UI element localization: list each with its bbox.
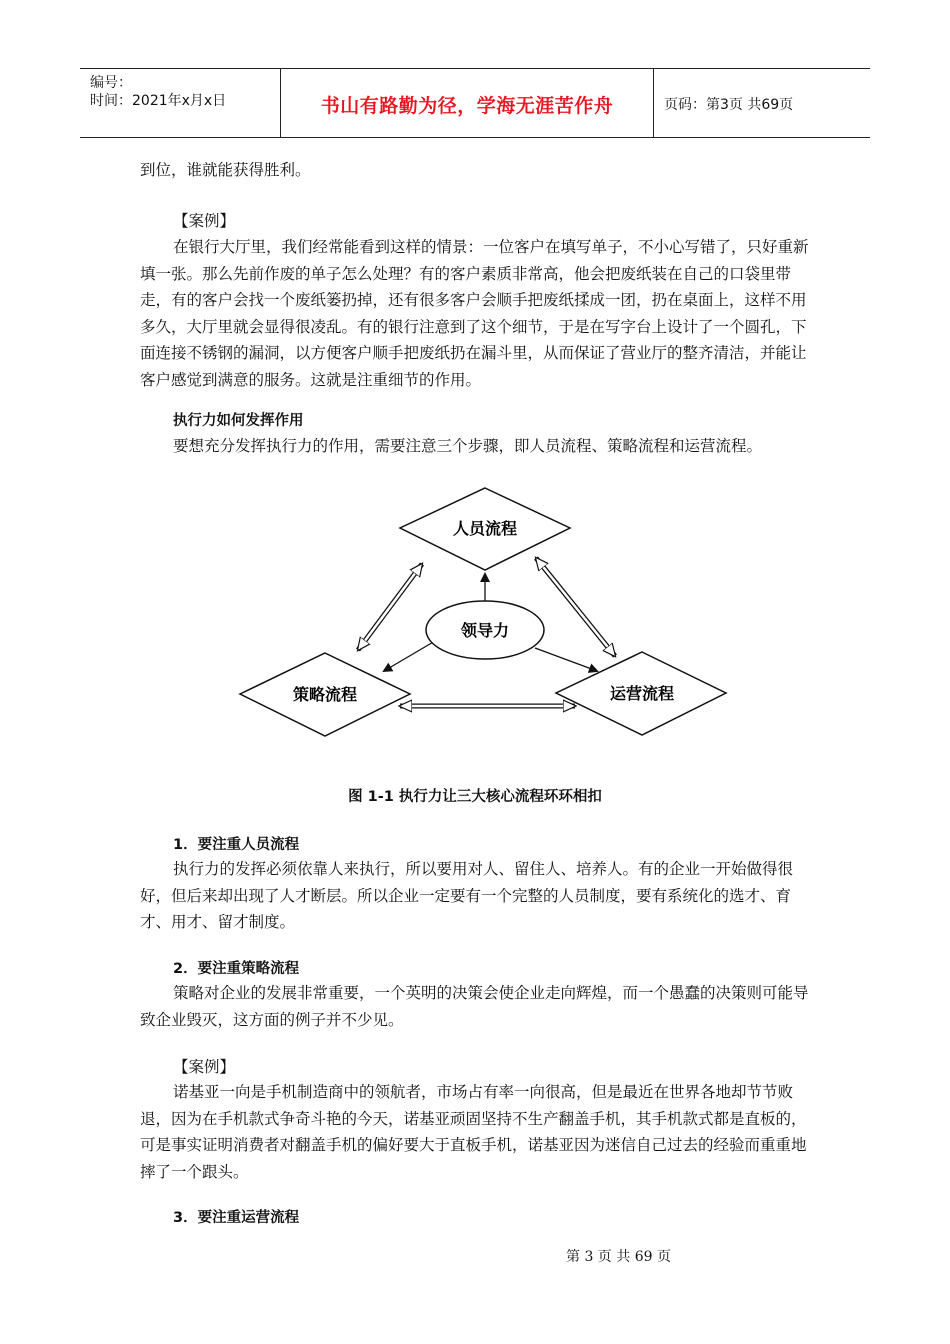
heading-people: 1．要注重人员流程 (173, 837, 300, 853)
case-title: 【案例】 (173, 212, 236, 230)
page-header (80, 68, 870, 138)
node-leadership-label: 领导力 (460, 621, 510, 640)
arrow-center-right (535, 648, 597, 671)
paragraph-people: 执行力的发挥必须依靠人来执行，所以要用对人、留住人、培养人。有的企业一开始做得很好，但后来却出现了人才断层。所以企业一定要有一个完整的人员制度，要有系统化的选才、育才、用才、留才制度。 (140, 860, 794, 931)
case-paragraph: 在银行大厅里，我们经常能看到这样的情景：一位客户在填写单子，不小心写错了，只好重新填一张。那么先前作废的单子怎么处理？有的客户素质非常高，他会把废纸装在自己的口袋里带走，有的客户会找一个废纸篓扔掉，还有很多客户会顺手把废纸揉成一团，扔在桌面上，这样不用多久，大厅里就会显得很凌乱。有的银行注意到了这个细节，于是在写字台上设计了一个圆孔，下面连接不锈钢的漏洞，以方便客户顺手把废纸扔在漏斗里，从而保证了营业厅的整齐清洁，并能让客户感觉到满意的服务。这就是注重细节的作用。 (140, 238, 809, 389)
section-heading: 执行力如何发挥作用 (173, 413, 304, 429)
section-intro: 要想充分发挥执行力的作用，需要注意三个步骤，即人员流程、策略流程和运营流程。 (173, 437, 763, 455)
process-diagram (230, 478, 730, 748)
arrow-top-left (358, 564, 422, 650)
arrow-center-left (384, 641, 435, 671)
figure-caption: 图 1-1 执行力让三大核心流程环环相扣 (348, 789, 602, 805)
node-people-label: 人员流程 (452, 519, 518, 538)
node-leadership (426, 601, 544, 659)
node-operations (556, 652, 726, 735)
header-motto-cell (281, 69, 654, 137)
page-footer: 第 3 页 共 69 页 (566, 1249, 671, 1265)
number-label: 编号： (90, 75, 132, 91)
heading-operations: 3．要注重运营流程 (173, 1210, 300, 1226)
header-info (80, 69, 281, 137)
motto: 书山有路勤为径，学海无涯苦作舟 (320, 95, 614, 117)
node-people (400, 488, 570, 570)
node-strategy-label: 策略流程 (292, 685, 358, 704)
case-title-2: 【案例】 (173, 1058, 236, 1076)
node-strategy (240, 653, 410, 736)
case-paragraph-2: 诺基亚一向是手机制造商中的领航者，市场占有率一向很高，但是最近在世界各地却节节败退，因为在手机款式争奇斗艳的今天，诺基亚顽固坚持不生产翻盖手机，其手机款式都是直板的，可是事实证明消费者对翻盖手机的偏好要大于直板手机，诺基亚因为迷信自己过去的经验而重重地摔了一个跟头。 (140, 1083, 807, 1181)
node-operations-label: 运营流程 (609, 684, 675, 703)
page-number-label: 页码：第3页 共69页 (664, 97, 794, 113)
heading-strategy: 2．要注重策略流程 (173, 961, 300, 977)
paragraph-continued: 到位，谁就能获得胜利。 (140, 161, 311, 179)
paragraph-strategy: 策略对企业的发展非常重要，一个英明的决策会使企业走向辉煌，而一个愚蠢的决策则可能导致企业毁灭，这方面的例子并不少见。 (140, 984, 809, 1029)
time-label: 时间：2021年x月x日 (90, 93, 227, 109)
arrow-top-right (536, 558, 615, 656)
